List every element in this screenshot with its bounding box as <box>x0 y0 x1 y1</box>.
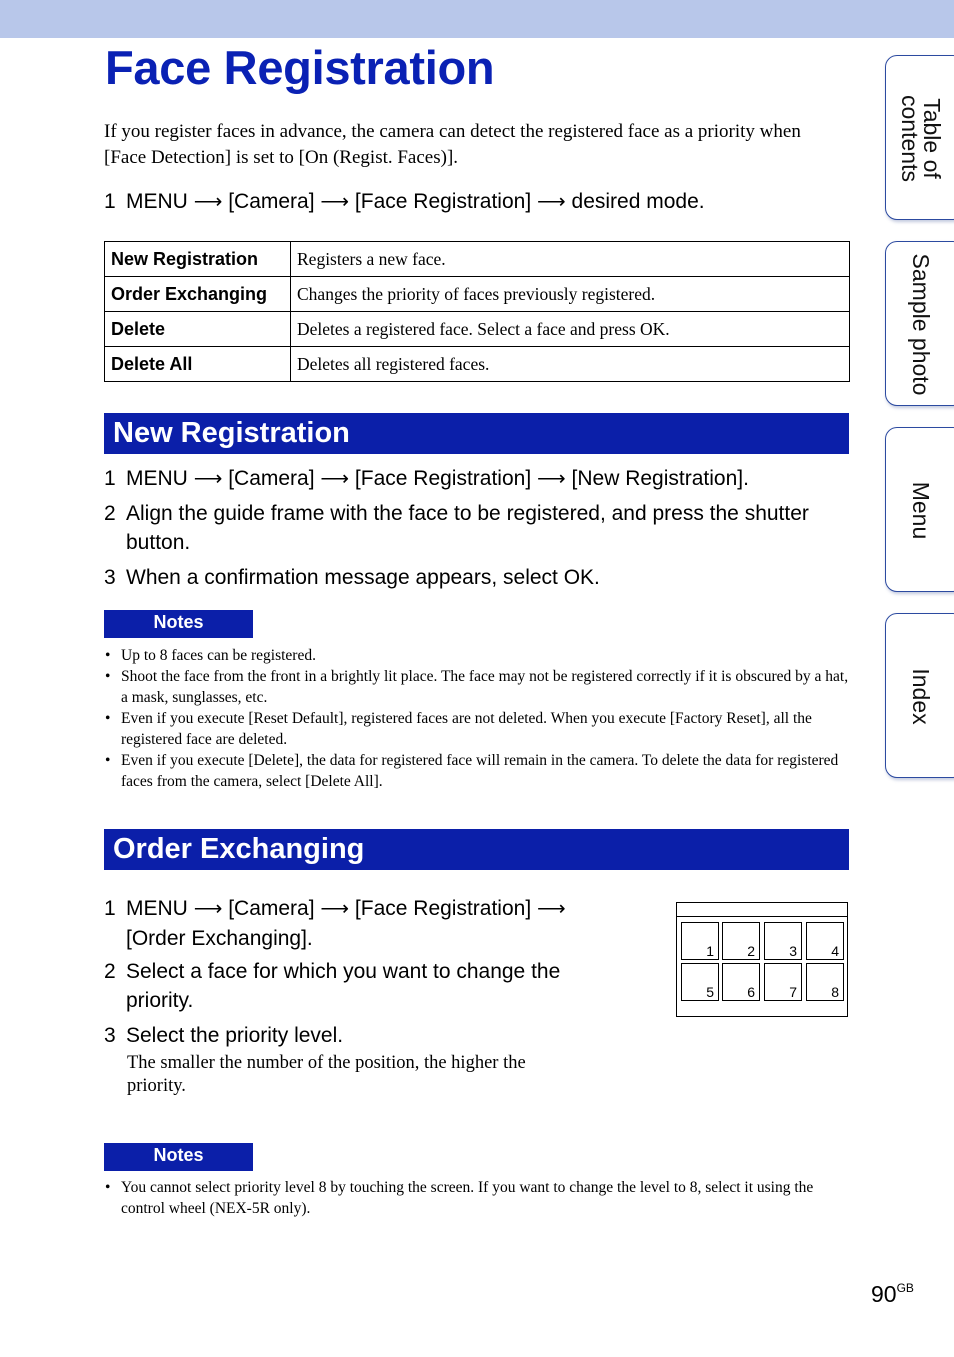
face-registration-label: [Face Registration] <box>354 190 532 213</box>
modes-table <box>104 241 850 382</box>
step-3-detail: The smaller the number of the position, the higher the priority. <box>127 1053 526 1096</box>
order-exchanging-step-1 <box>104 894 574 953</box>
step-number: 1 <box>104 467 116 490</box>
priority-cell <box>806 963 844 1001</box>
priority-cell <box>764 922 802 960</box>
arrow-right-icon: ⟶ <box>537 898 566 920</box>
new-registration-step-1 <box>104 464 854 494</box>
mode-description: Changes the priority of faces previously registered. <box>291 277 850 312</box>
priority-number: 7 <box>789 984 797 1000</box>
priority-cell <box>681 963 719 1001</box>
list-item: • Up to 8 faces can be registered. <box>104 645 850 666</box>
header-bar <box>0 0 954 38</box>
camera-label: [Camera] <box>228 467 315 490</box>
step-text <box>126 464 854 494</box>
tab-label: Sample photo <box>908 253 934 396</box>
menu-label: MENU <box>126 467 188 490</box>
table-row <box>105 242 850 277</box>
section-heading-order-exchanging: Order Exchanging <box>104 829 849 870</box>
table-row <box>105 312 850 347</box>
priority-cell <box>681 922 719 960</box>
face-registration-label: [Face Registration] <box>354 467 532 490</box>
priority-number: 4 <box>831 943 839 959</box>
tab-label: Menu <box>908 481 934 540</box>
mode-name: Order Exchanging <box>105 277 291 312</box>
arrow-right-icon: ⟶ <box>320 468 350 490</box>
tab-label: Index <box>908 668 934 725</box>
step-number: 3 <box>104 566 116 589</box>
step-number: 1 <box>104 190 116 213</box>
priority-number: 1 <box>706 943 714 959</box>
notes-label: Notes <box>104 610 253 638</box>
menu-label: MENU <box>126 897 188 920</box>
priority-number: 6 <box>747 984 755 1000</box>
step-number: 2 <box>104 502 116 525</box>
camera-label: [Camera] <box>228 897 315 920</box>
menu-label: MENU <box>126 190 188 213</box>
grid-top-divider <box>677 916 847 917</box>
mode-name: Delete <box>105 312 291 347</box>
arrow-right-icon: ⟶ <box>537 191 566 213</box>
page-number <box>871 1281 914 1308</box>
priority-cell <box>722 922 760 960</box>
arrow-right-icon: ⟶ <box>193 191 223 213</box>
step-number: 1 <box>104 897 116 920</box>
arrow-right-icon: ⟶ <box>193 468 223 490</box>
step-text <box>126 894 574 953</box>
step-text: Select a face for which you want to change the priority. <box>126 960 561 1012</box>
priority-cell <box>722 963 760 1001</box>
camera-label: [Camera] <box>228 190 315 213</box>
notes-list <box>104 645 850 792</box>
priority-number: 5 <box>706 984 714 1000</box>
list-item: • Shoot the face from the front in a brightly lit place. The face may not be registered correctly if it is obscured by a hat, a mask, sunglasses, etc. <box>104 666 850 708</box>
tab-table-of-contents[interactable] <box>885 55 954 220</box>
step-number: 3 <box>104 1024 116 1047</box>
arrow-right-icon: ⟶ <box>320 191 350 213</box>
face-registration-label: [Face Registration] <box>354 897 532 920</box>
priority-number: 2 <box>747 943 755 959</box>
step-text: When a confirmation message appears, select OK. <box>126 566 600 589</box>
priority-cell <box>806 922 844 960</box>
page-number-value: 90 <box>871 1281 897 1307</box>
tab-label: Table of contents <box>897 95 945 182</box>
tab-index[interactable] <box>885 613 954 778</box>
intro-paragraph: If you register faces in advance, the camera can detect the registered face as a priority when [Face Detection] is set to [On (Regist. Faces)]. <box>104 121 801 168</box>
priority-number: 3 <box>789 943 797 959</box>
table-row <box>105 347 850 382</box>
mode-description: Deletes a registered face. Select a face and press OK. <box>291 312 850 347</box>
table-row <box>105 277 850 312</box>
notes-list <box>104 1177 834 1219</box>
order-exchanging-step-2 <box>104 957 574 1015</box>
step-text: Align the guide frame with the face to be registered, and press the shutter button. <box>126 502 809 554</box>
step-main <box>104 187 854 217</box>
priority-cell <box>764 963 802 1001</box>
mode-name: Delete All <box>105 347 291 382</box>
step-text <box>126 187 854 217</box>
arrow-right-icon: ⟶ <box>537 468 566 490</box>
new-registration-step-3 <box>104 563 854 592</box>
page-title: Face Registration <box>105 41 495 94</box>
section-heading-new-registration: New Registration <box>104 413 849 454</box>
priority-grid-illustration <box>676 902 848 1017</box>
arrow-right-icon: ⟶ <box>193 898 223 920</box>
priority-number: 8 <box>831 984 839 1000</box>
list-item: • Even if you execute [Reset Default], registered faces are not deleted. When you execute [Factory Reset], all the registered face are deleted. <box>104 708 850 750</box>
mode-description: Registers a new face. <box>291 242 850 277</box>
tab-sample-photo[interactable] <box>885 241 954 406</box>
list-item: • You cannot select priority level 8 by touching the screen. If you want to change the level to 8, select it using the control wheel (NEX-5R only). <box>104 1177 834 1219</box>
new-registration-step-2 <box>104 499 854 557</box>
new-registration-label: [New Registration]. <box>571 467 749 490</box>
tab-menu[interactable] <box>885 427 954 592</box>
step-number: 2 <box>104 960 116 983</box>
step-text: Select the priority level. <box>126 1024 344 1047</box>
order-exchanging-step-3 <box>104 1021 574 1050</box>
mode-name: New Registration <box>105 242 291 277</box>
notes-label: Notes <box>104 1143 253 1171</box>
page-language-code: GB <box>896 1281 914 1295</box>
list-item: • Even if you execute [Delete], the data for registered face will remain in the camera. To delete the data for registered faces from the camera, select [Delete All]. <box>104 750 850 792</box>
order-exchanging-label: [Order Exchanging]. <box>126 927 313 950</box>
mode-label: desired mode. <box>571 190 705 213</box>
mode-description: Deletes all registered faces. <box>291 347 850 382</box>
arrow-right-icon: ⟶ <box>320 898 350 920</box>
